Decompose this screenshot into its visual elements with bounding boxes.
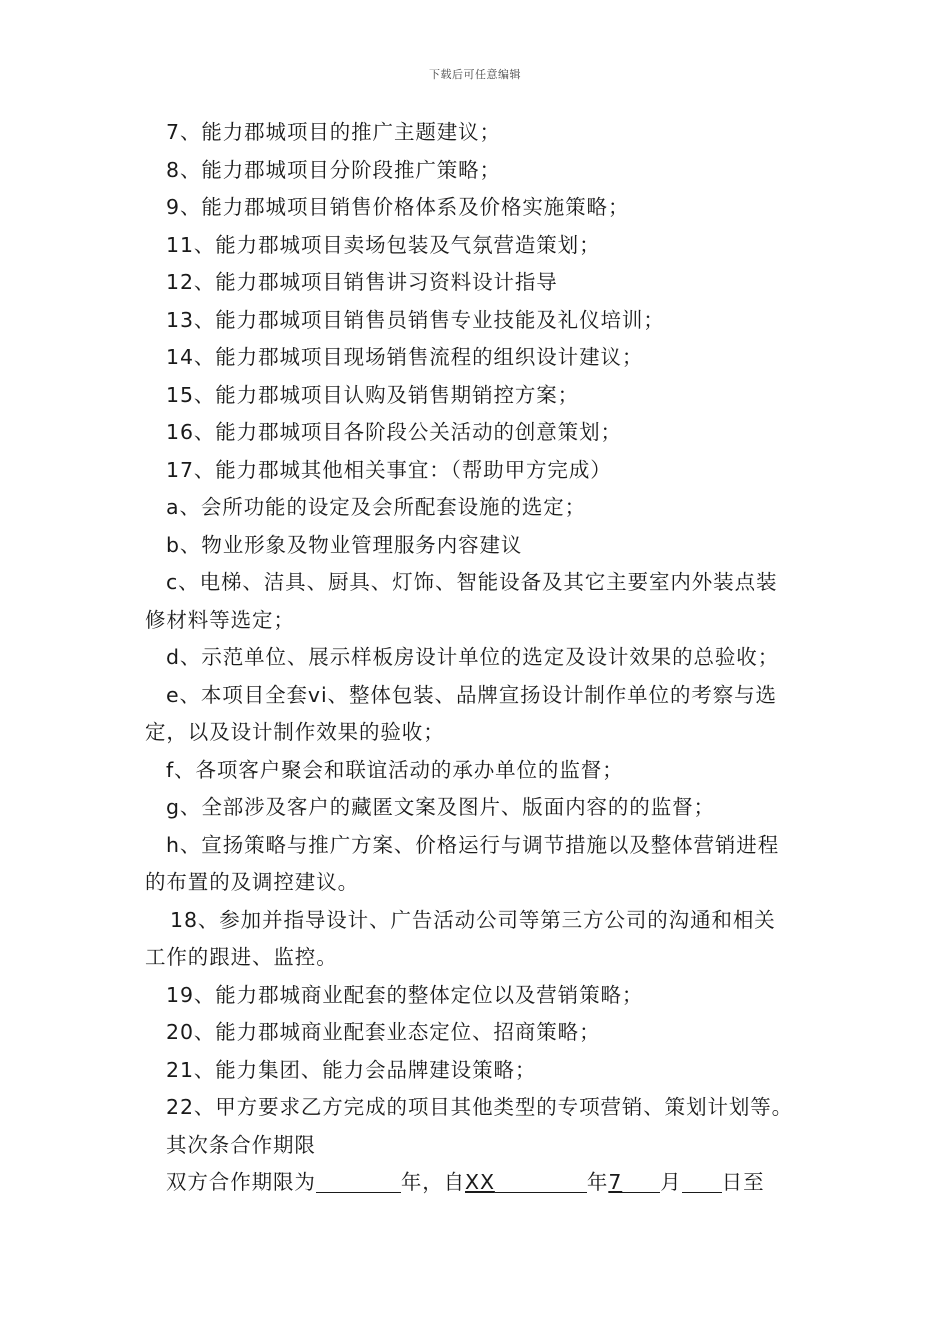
sub-item-continuation: 修材料等选定； [145, 607, 295, 632]
term-text: 年，自 [400, 1170, 466, 1194]
list-item: 16、能力郡城项目各阶段公关活动的创意策划； [166, 420, 622, 444]
list-item: 21、能力集团、能力会品牌建设策略； [166, 1057, 537, 1082]
term-text: 月 [660, 1170, 682, 1194]
sub-item: b、物业形象及物业管理服务内容建议 [166, 532, 523, 557]
term-text: 年 [586, 1170, 609, 1194]
list-item: 13、能力郡城项目销售员销售专业技能及礼仪培训； [166, 307, 665, 332]
fill-blank-years [316, 1170, 401, 1193]
sub-item-continuation: 的布置的及调控建议。 [145, 870, 359, 894]
fill-blank-month [622, 1170, 660, 1193]
list-item: 17、能力郡城其他相关事宜：（帮助甲方完成） [166, 457, 612, 482]
list-item-continuation: 工作的跟进、监控。 [145, 945, 338, 969]
list-item: 8、能力郡城项目分阶段推广策略； [166, 157, 501, 182]
list-item: 19、能力郡城商业配套的整体定位以及营销策略； [166, 982, 644, 1007]
month-value: 7 [608, 1170, 623, 1194]
term-text: 双方合作期限为 [166, 1170, 316, 1194]
list-item: 20、能力郡城商业配套业态定位、招商策略； [166, 1020, 601, 1044]
sub-item: g、全部涉及客户的藏匿文案及图片、版面内容的的监督； [166, 795, 715, 819]
page-header: 下载后可任意编辑 [429, 68, 521, 81]
list-item: 7、能力郡城项目的推广主题建议； [166, 120, 501, 144]
sub-item: h、宣扬策略与推广方案、价格运行与调节措施以及整体营销进程 [166, 832, 780, 857]
year-value: XX [465, 1170, 495, 1194]
list-item: 9、能力郡城项目销售价格体系及价格实施策略； [166, 195, 630, 219]
list-item: 12、能力郡城项目销售讲习资料设计指导 [166, 270, 558, 294]
list-item: 14、能力郡城项目现场销售流程的组织设计建议； [166, 345, 644, 369]
list-item: 18、参加并指导设计、广告活动公司等第三方公司的沟通和相关 [170, 907, 776, 932]
contract-term-line [145, 1164, 813, 1202]
sub-item: a、会所功能的设定及会所配套设施的选定； [166, 495, 587, 519]
fill-blank-day [682, 1170, 722, 1193]
sub-item: d、示范单位、展示样板房设计单位的选定及设计效果的总验收； [166, 645, 780, 669]
document-body [145, 114, 813, 1202]
list-item: 22、甲方要求乙方完成的项目其他类型的专项营销、策划计划等。 [166, 1095, 794, 1119]
sub-item: e、本项目全套vi、整体包装、品牌宣扬设计制作单位的考察与选 [166, 682, 777, 707]
list-item: 11、能力郡城项目卖场包装及气氛营造策划； [166, 232, 601, 257]
sub-item: f、各项客户聚会和联谊活动的承办单位的监督； [166, 757, 624, 782]
section-heading: 其次条合作期限 [166, 1132, 316, 1157]
term-text: 日至 [721, 1170, 765, 1194]
sub-item-continuation: 定，以及设计制作效果的验收； [145, 720, 445, 744]
fill-blank-year [495, 1170, 587, 1193]
list-item: 15、能力郡城项目认购及销售期销控方案； [166, 382, 580, 407]
sub-item: c、电梯、洁具、厨具、灯饰、智能设备及其它主要室内外装点装 [166, 570, 778, 594]
